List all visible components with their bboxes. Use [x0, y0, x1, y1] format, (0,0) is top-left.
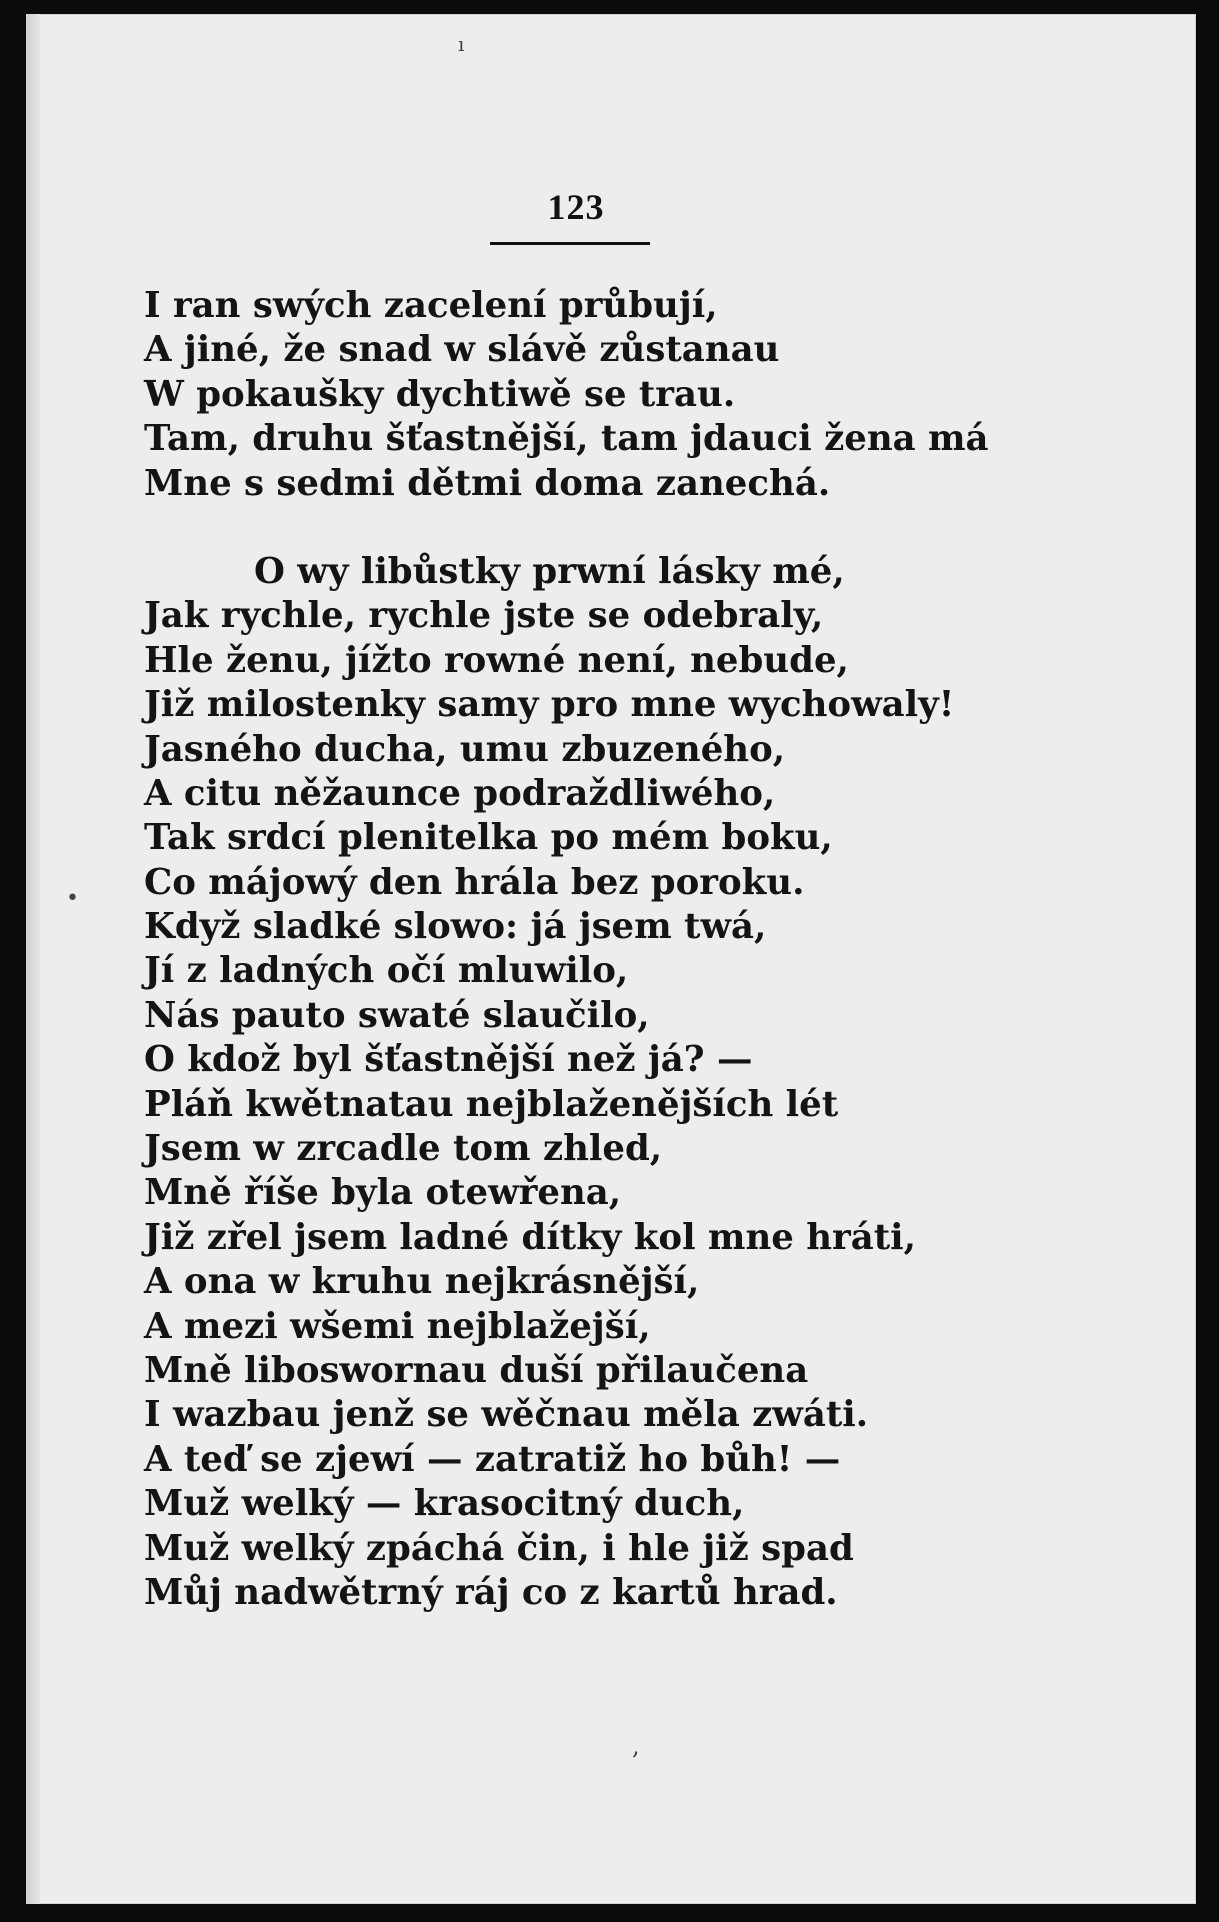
- poem-line: I ran swých zacelení průbují,: [144, 285, 718, 326]
- poem-line: Tak srdcí plenitelka po mém boku,: [144, 817, 833, 859]
- poem-line: Muž welký zpáchá čin, i hle již spad: [144, 1527, 854, 1569]
- poem-line: A ona w kruhu nejkrásnější,: [144, 1261, 700, 1303]
- stanza-1: [144, 284, 1154, 506]
- poem-line: Když sladké slowo: já jsem twá,: [144, 906, 767, 948]
- ink-speck: ,: [632, 1732, 640, 1760]
- poem-line: Jasného ducha, umu zbuzeného,: [144, 728, 786, 770]
- page-binding-edge: [26, 14, 40, 1904]
- poem-line: A citu něžaunce podraždliwého,: [144, 772, 776, 814]
- book-page: [26, 14, 1196, 1904]
- poem-line: Jsem w zrcadle tom zhled,: [144, 1128, 663, 1170]
- poem-line: I wazbau jenž se wěčnau měla zwáti.: [144, 1394, 869, 1436]
- poem-line: Jí z ladných očí mluwilo,: [144, 950, 629, 992]
- poem-line: O kdož byl šťastnější než já? —: [144, 1039, 753, 1081]
- poem-line: Již zřel jsem ladné dítky kol mne hráti,: [144, 1216, 916, 1258]
- poem-line: A jiné, že snad w slávě zůstanau: [144, 329, 780, 371]
- poem-line: Nás pauto swaté slaučilo,: [144, 994, 650, 1036]
- poem-line: A teď se zjewí — zatratiž ho bůh! —: [144, 1438, 841, 1480]
- poem-text: [144, 284, 1154, 1615]
- poem-line: Muž welký — krasocitný duch,: [144, 1483, 745, 1525]
- poem-line: Mně liboswornau duší přilaučena: [144, 1349, 809, 1391]
- stanza-2: [144, 550, 1154, 1615]
- stanza-gap: [144, 506, 1154, 550]
- poem-line: Pláň kwětnatau nejblaženějších lét: [144, 1083, 839, 1125]
- poem-line: Hle ženu, jížto rowné není, nebude,: [144, 639, 849, 681]
- ink-dot: •: [66, 886, 79, 911]
- ink-speck: ı: [458, 32, 465, 56]
- poem-line: Mně říše byla otewřena,: [144, 1172, 622, 1214]
- page-number: 123: [547, 187, 605, 227]
- poem-line: Mne s sedmi dětmi doma zanechá.: [144, 462, 831, 504]
- poem-line: Jak rychle, rychle jste se odebraly,: [144, 595, 824, 637]
- header-rule: [490, 242, 650, 245]
- poem-line: Tam, druhu šťastnější, tam jdauci žena má: [144, 418, 989, 460]
- poem-line: W pokaušky dychtiwě se trau.: [144, 373, 736, 415]
- poem-line: A mezi wšemi nejblažejší,: [144, 1305, 651, 1347]
- poem-line: Co májowý den hrála bez poroku.: [144, 861, 805, 903]
- poem-line: Můj nadwětrný ráj co z kartů hrad.: [144, 1571, 838, 1613]
- poem-line: O wy libůstky prwní lásky mé,: [254, 550, 845, 592]
- poem-line: Již milostenky samy pro mne wychowaly!: [144, 684, 955, 726]
